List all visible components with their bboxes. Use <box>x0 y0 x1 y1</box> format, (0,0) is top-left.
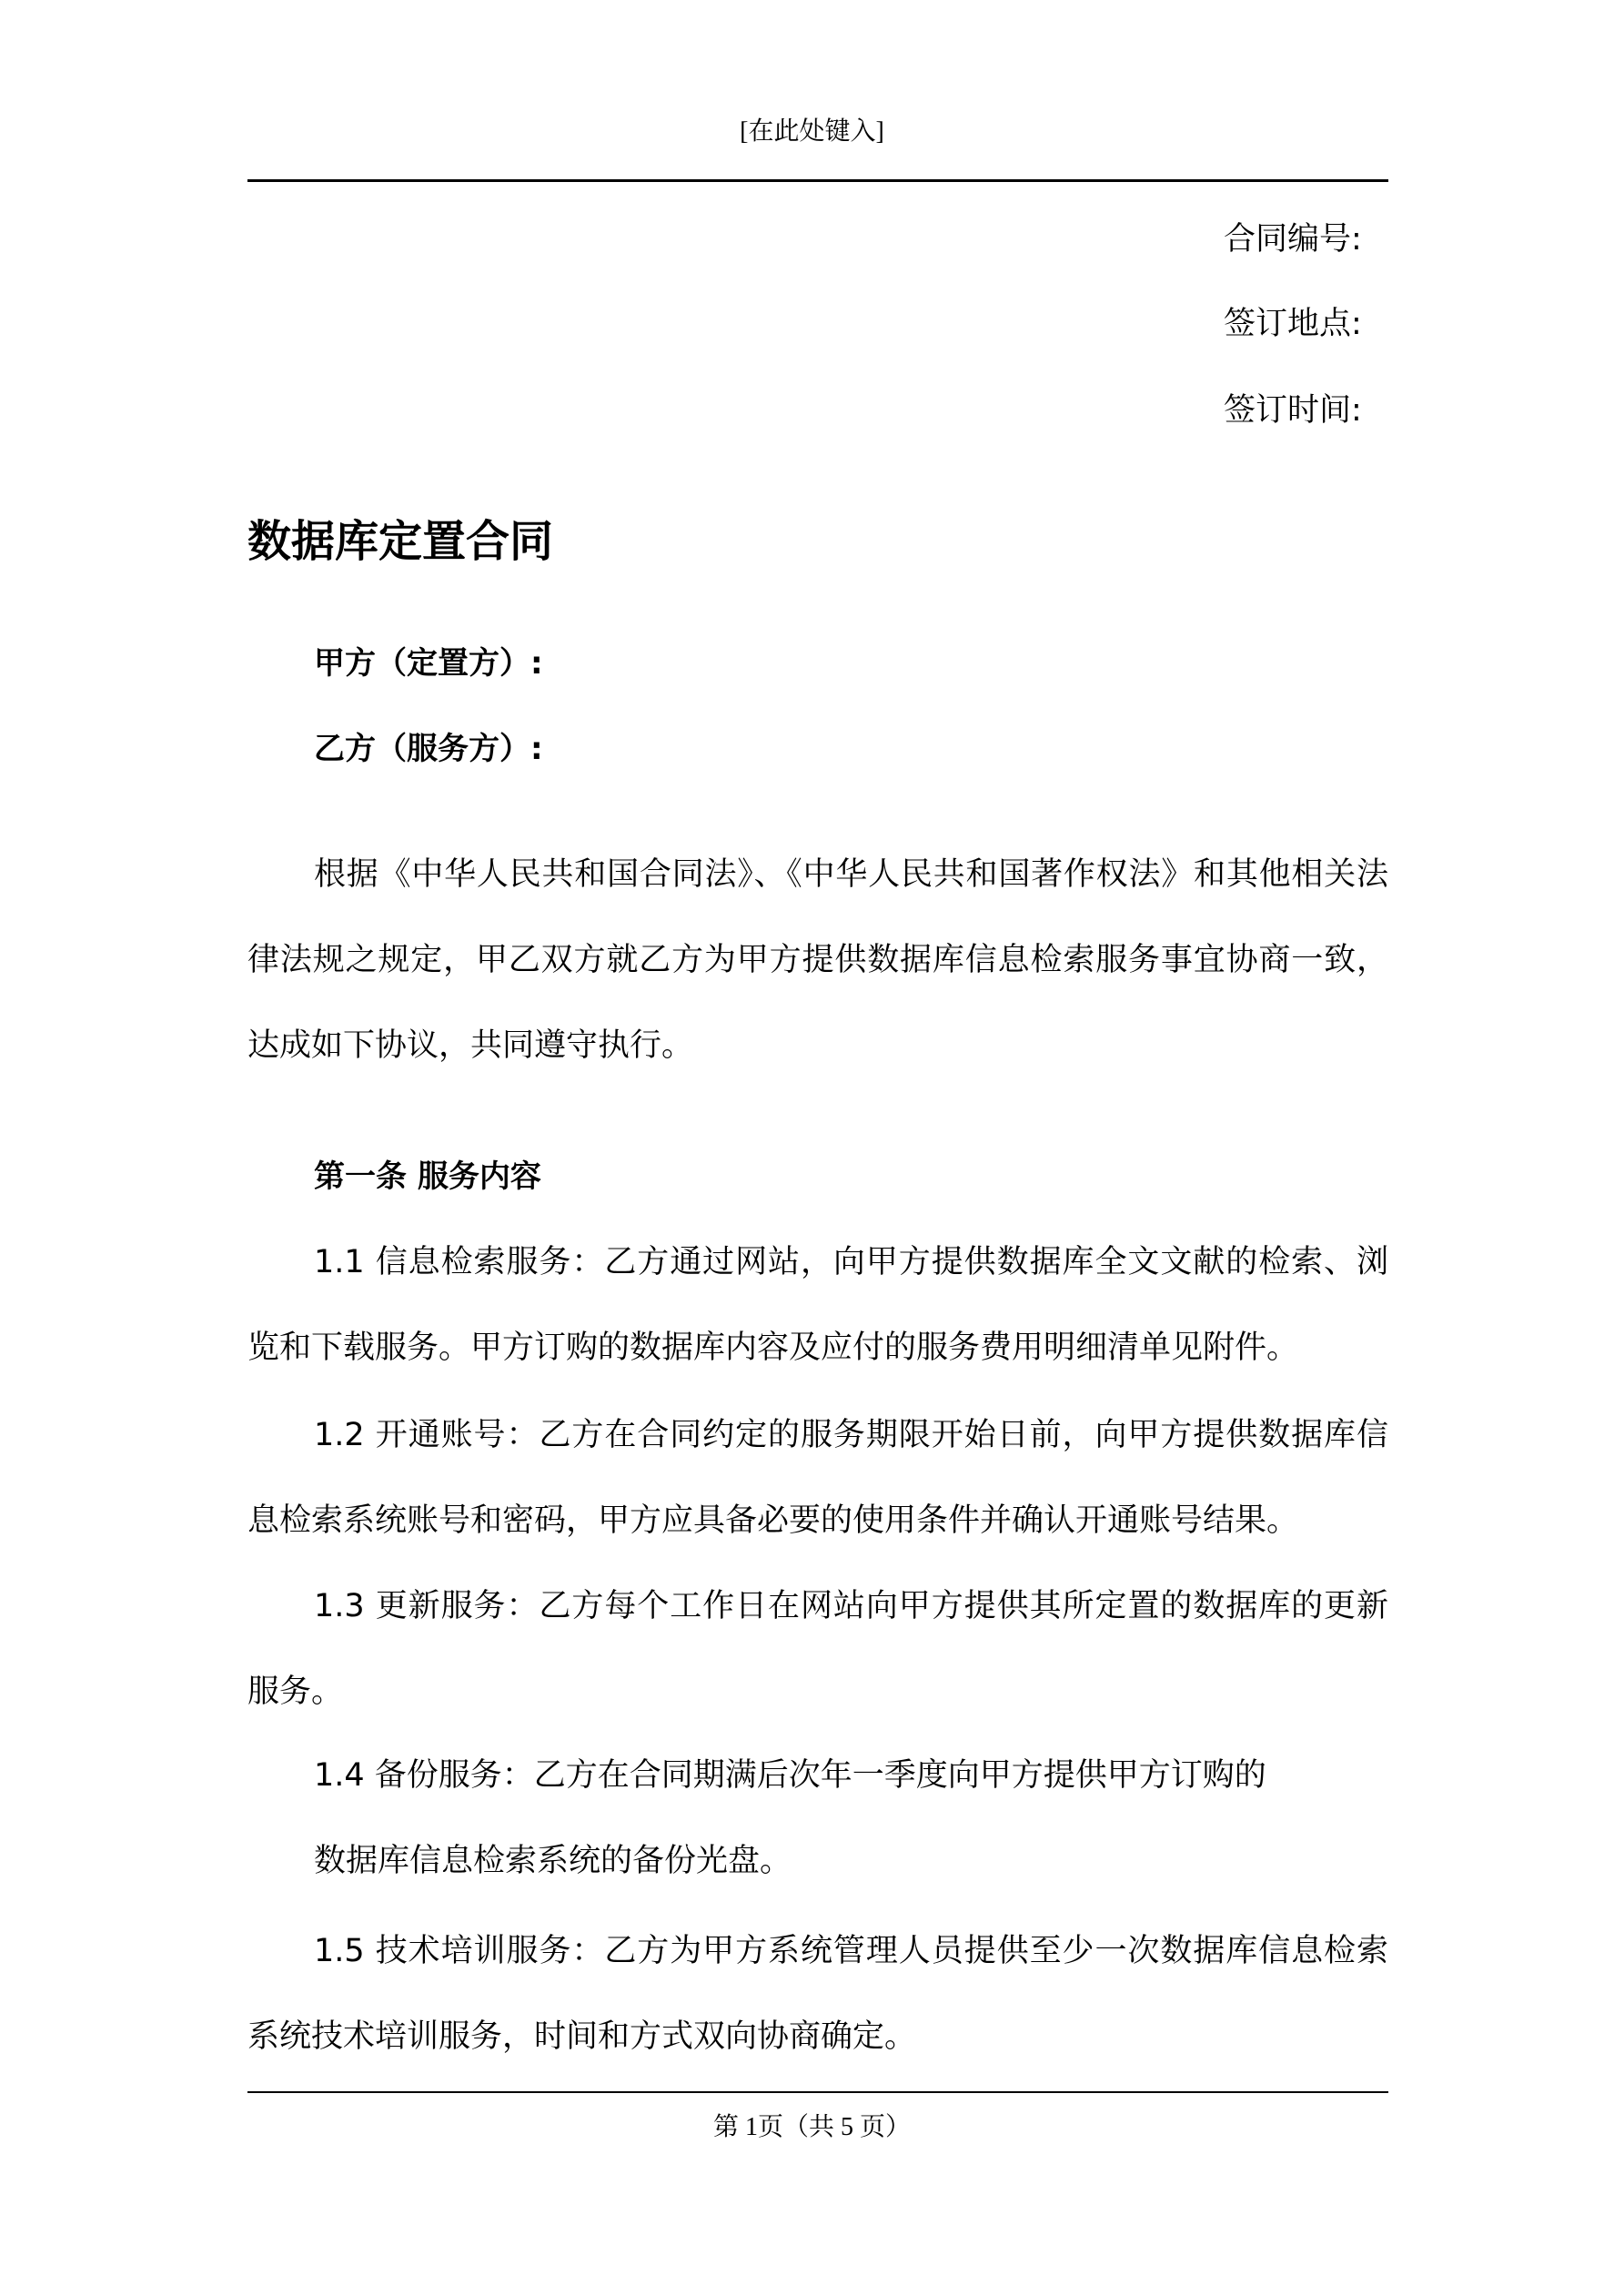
header-rule <box>247 179 1388 182</box>
sign-place-label: 签订地点: <box>1224 306 1362 342</box>
intro-paragraph: 根据《中华人民共和国合同法》、《中华人民共和国著作权法》和其他相关法律法规之规定，甲乙双方就乙方为甲方提供数据库信息检索服务事宜协商一致，达成如下协议，共同遵守执行。 <box>247 856 1388 1064</box>
clause-1-1: 1.1 信息检索服务：乙方通过网站，向甲方提供数据库全文文献的检索、浏览和下载服务。甲方订购的数据库内容及应付的服务费用明细清单见附件。 <box>247 1244 1388 1366</box>
clause-1-5: 1.5 技术培训服务：乙方为甲方系统管理人员提供至少一次数据库信息检索系统技术培训服务，时间和方式双向协商确定。 <box>247 1933 1388 2055</box>
contract-number-label: 合同编号: <box>1224 221 1362 258</box>
document-title: 数据库定置合同 <box>247 516 554 567</box>
sign-time-label: 签订时间: <box>1224 392 1362 429</box>
clause-1-4-line-1: 1.4 备份服务：乙方在合同期满后次年一季度向甲方提供甲方订购的 <box>314 1757 1266 1794</box>
clause-1-2: 1.2 开通账号：乙方在合同约定的服务期限开始日前，向甲方提供数据库信息检索系统账号和密码，甲方应具备必要的使用条件并确认开通账号结果。 <box>247 1417 1388 1539</box>
clause-1-3: 1.3 更新服务：乙方每个工作日在网站向甲方提供其所定置的数据库的更新服务。 <box>247 1588 1388 1710</box>
header-placeholder: [在此处键入] <box>740 117 884 146</box>
footer-rule <box>247 2091 1388 2093</box>
party-b-label: 乙方（服务方）: <box>314 731 543 767</box>
page-number: 第 1页（共 5 页） <box>712 2113 911 2141</box>
section-1-heading: 第一条 服务内容 <box>314 1158 541 1195</box>
clause-1-4-line-2: 数据库信息检索系统的备份光盘。 <box>314 1843 792 1879</box>
party-a-label: 甲方（定置方）: <box>314 645 543 682</box>
